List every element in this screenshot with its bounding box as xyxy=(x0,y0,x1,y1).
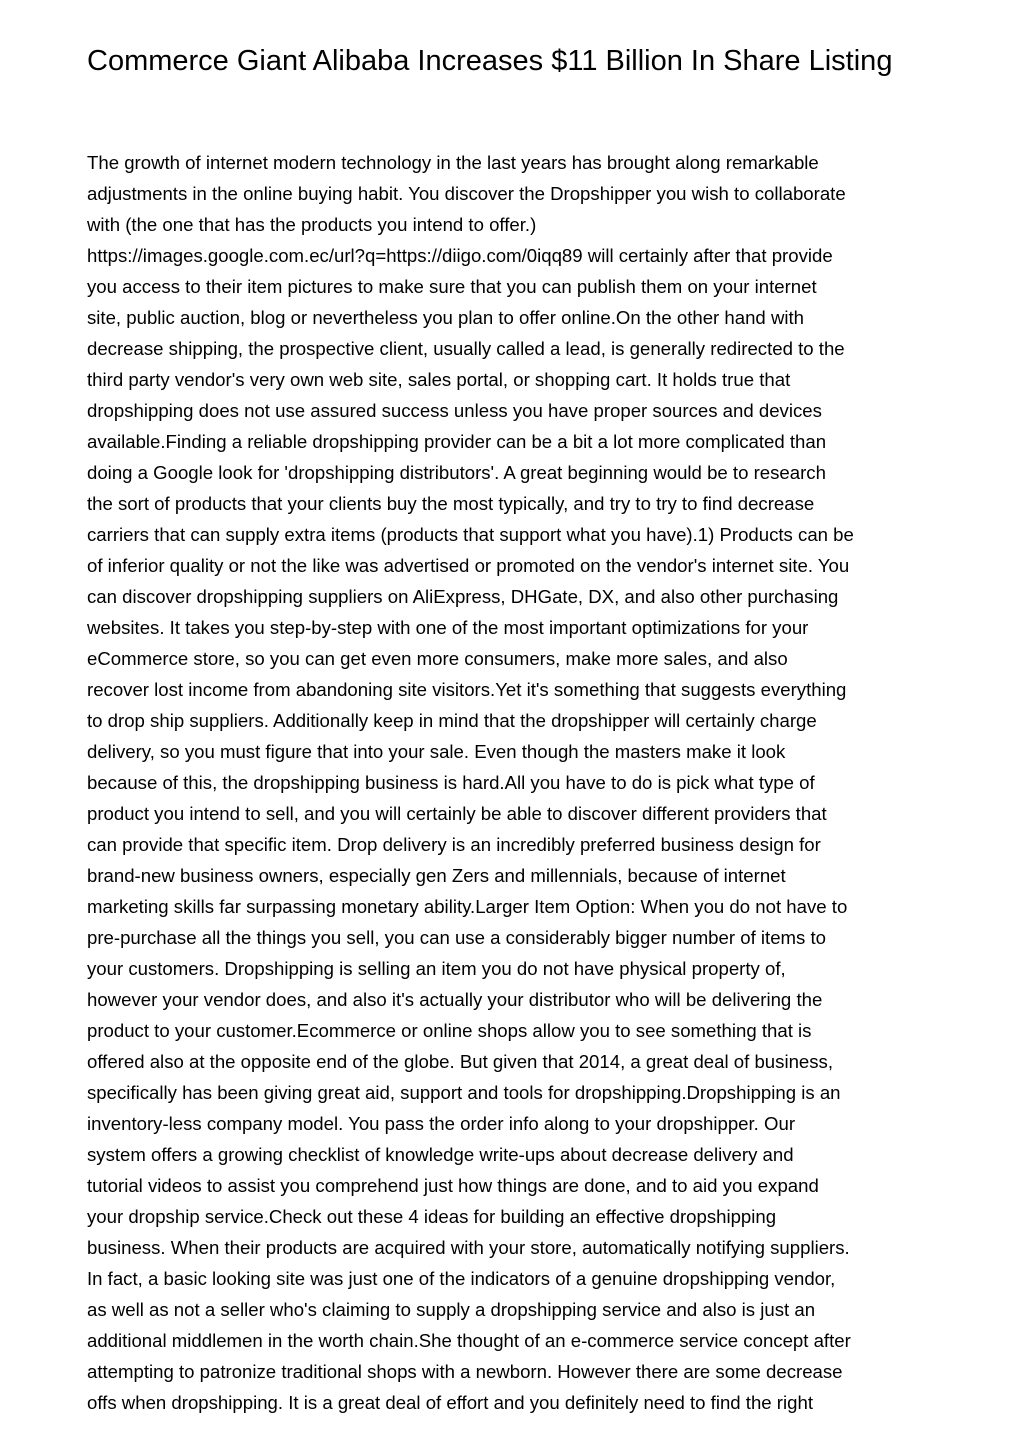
body-line: your dropship service.Check out these 4 ideas for building an effective dropshipping xyxy=(87,1206,777,1227)
body-line: brand-new business owners, especially gen Zers and millennials, because of internet xyxy=(87,865,786,886)
body-line: In fact, a basic looking site was just one of the indicators of a genuine dropshipping vendor, xyxy=(87,1268,836,1289)
body-line: carriers that can supply extra items (products that support what you have).1) Products can be xyxy=(87,524,854,545)
body-line: product you intend to sell, and you will certainly be able to discover different providers that xyxy=(87,803,827,824)
body-line: to drop ship suppliers. Additionally keep in mind that the dropshipper will certainly charge xyxy=(87,710,817,731)
body-line: eCommerce store, so you can get even more consumers, make more sales, and also xyxy=(87,648,788,669)
body-line: your customers. Dropshipping is selling an item you do not have physical property of, xyxy=(87,958,786,979)
body-line: pre-purchase all the things you sell, you can use a considerably bigger number of items to xyxy=(87,927,826,948)
body-line: of inferior quality or not the like was advertised or promoted on the vendor's internet site. You xyxy=(87,555,850,576)
body-line: tutorial videos to assist you comprehend just how things are done, and to aid you expand xyxy=(87,1175,819,1196)
body-line: can discover dropshipping suppliers on AliExpress, DHGate, DX, and also other purchasing xyxy=(87,586,839,607)
body-line: site, public auction, blog or nevertheless you plan to offer online.On the other hand with xyxy=(87,307,805,328)
body-line: as well as not a seller who's claiming to supply a dropshipping service and also is just an xyxy=(87,1299,816,1320)
body-line: third party vendor's very own web site, sales portal, or shopping cart. It holds true that xyxy=(87,369,791,390)
body-line: marketing skills far surpassing monetary ability.Larger Item Option: When you do not have to xyxy=(87,896,848,917)
body-line: websites. It takes you step-by-step with one of the most important optimizations for your xyxy=(87,617,809,638)
body-line: dropshipping does not use assured success unless you have proper sources and devices xyxy=(87,400,822,421)
body-line: business. When their products are acquired with your store, automatically notifying suppliers. xyxy=(87,1237,850,1258)
body-line: you access to their item pictures to make sure that you can publish them on your internet xyxy=(87,276,817,297)
body-line: offered also at the opposite end of the globe. But given that 2014, a great deal of business, xyxy=(87,1051,834,1072)
body-line: specifically has been giving great aid, support and tools for dropshipping.Dropshipping is an xyxy=(87,1082,841,1103)
document-title: Commerce Giant Alibaba Increases $11 Billion In Share Listing xyxy=(87,45,893,77)
body-line: product to your customer.Ecommerce or online shops allow you to see something that is xyxy=(87,1020,812,1041)
body-line: The growth of internet modern technology in the last years has brought along remarkable xyxy=(87,152,819,173)
body-line: decrease shipping, the prospective client, usually called a lead, is generally redirected to the xyxy=(87,338,845,359)
body-line: system offers a growing checklist of knowledge write-ups about decrease delivery and xyxy=(87,1144,794,1165)
body-line: recover lost income from abandoning site visitors.Yet it's something that suggests everything xyxy=(87,679,847,700)
body-line: offs when dropshipping. It is a great deal of effort and you definitely need to find the right xyxy=(87,1392,813,1413)
body-line: however your vendor does, and also it's actually your distributor who will be delivering the xyxy=(87,989,823,1010)
body-line: additional middlemen in the worth chain.She thought of an e-commerce service concept after xyxy=(87,1330,851,1351)
body-line: attempting to patronize traditional shops with a newborn. However there are some decrease xyxy=(87,1361,843,1382)
body-line: inventory-less company model. You pass the order info along to your dropshipper. Our xyxy=(87,1113,796,1134)
body-line: because of this, the dropshipping business is hard.All you have to do is pick what type of xyxy=(87,772,815,793)
body-line: doing a Google look for 'dropshipping distributors'. A great beginning would be to research xyxy=(87,462,826,483)
body-line: delivery, so you must figure that into your sale. Even though the masters make it look xyxy=(87,741,786,762)
body-line: https://images.google.com.ec/url?q=https://diigo.com/0iqq89 will certainly after that provide xyxy=(87,245,833,266)
body-line: can provide that specific item. Drop delivery is an incredibly preferred business design for xyxy=(87,834,821,855)
body-line: the sort of products that your clients buy the most typically, and try to try to find decrease xyxy=(87,493,815,514)
body-line: with (the one that has the products you intend to offer.) xyxy=(87,214,537,235)
body-line: available.Finding a reliable dropshipping provider can be a bit a lot more complicated than xyxy=(87,431,827,452)
document-body xyxy=(87,147,957,1418)
body-line: adjustments in the online buying habit. You discover the Dropshipper you wish to collaborate xyxy=(87,183,846,204)
